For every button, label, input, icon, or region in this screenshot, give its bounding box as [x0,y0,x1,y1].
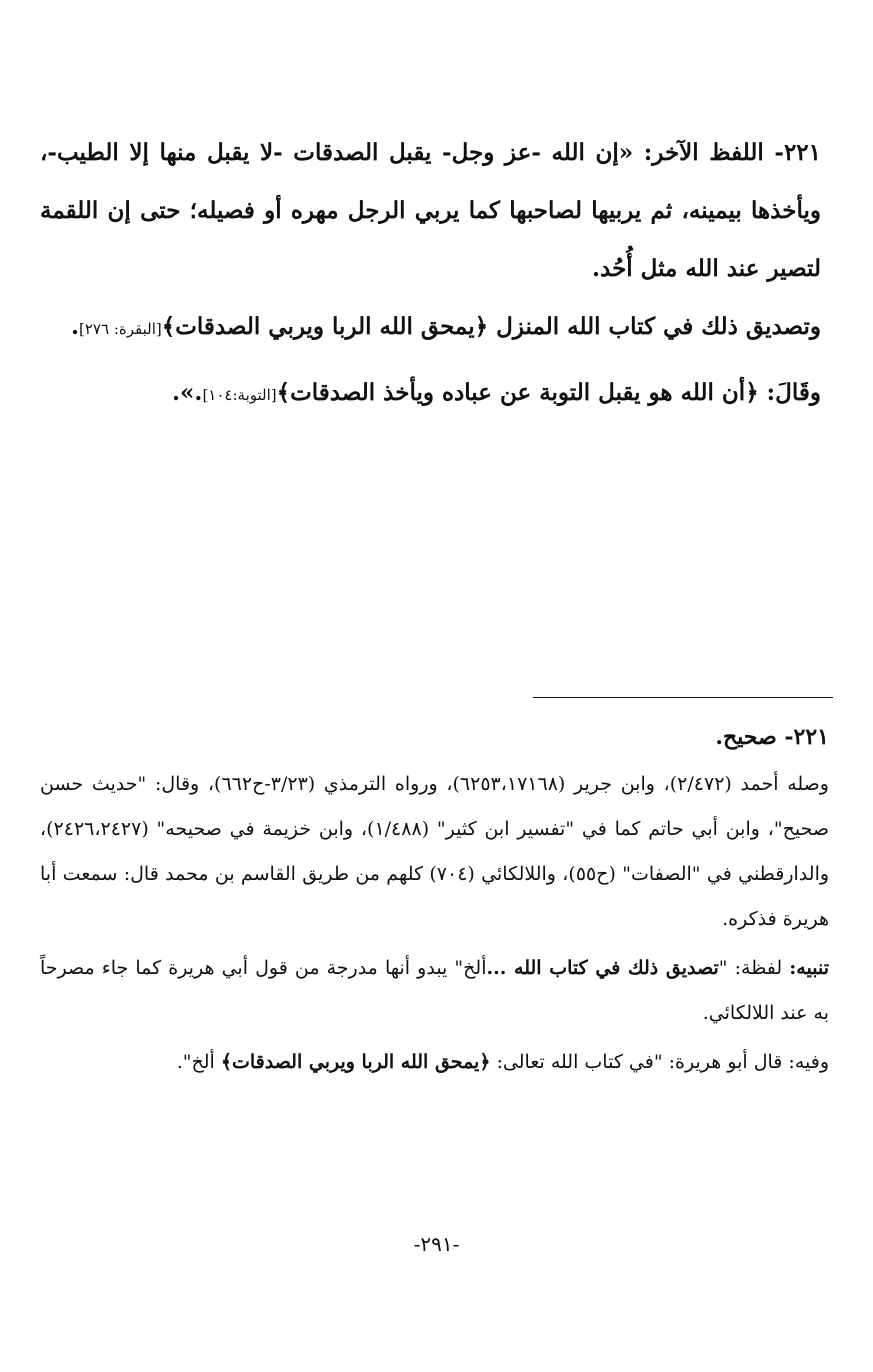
fn3-quran-quote: ﴿يمحق الله الربا ويربي الصدقات﴾ [220,1051,491,1073]
footnote-takhrij: وصله أحمد (٢/٤٧٢)، وابن جرير (٦٢٥٣،١٧١٦٨)، ورواه الترمذي (٣/٢٣-ح٦٦٢)، وقال: "حديث حسن صحيح"، وابن أبي حاتم كما في "تفسير ابن كثير" (١/٤٨٨)، وابن خزيمة في صحيحه" (٢٤٢٦،٢٤٢٧)، والدارقطني في "الصفات" (ح٥٥)، واللالكائي (٧٠٤) كلهم من طريق القاسم بن محمد قال: سمعت أبا هريرة فذكره. [40,773,830,930]
book-page [40,0,833,1372]
quran-reference-tawbah: [التوبة:١٠٤] [202,386,277,404]
footnote-divider [533,697,833,698]
footnotes [40,712,829,1085]
footnote-heading: ٢٢١- صحيح. [715,724,829,750]
page-number: -٢٩١- [413,1232,460,1256]
punctuation: .». [172,379,203,406]
hadith-text [40,124,821,424]
note-quote: تصديق ذلك في كتاب الله ... [486,957,719,979]
quran-citation-2-text: وقَالَ: ﴿أن الله هو يقبل التوبة عن عباده ويأخذ الصدقات﴾ [276,379,821,406]
footnote-note [40,946,829,1036]
quran-reference-baqarah: [البقرة: ٢٧٦] [79,320,162,338]
quran-citation-1 [40,298,821,358]
punctuation: . [71,313,80,340]
quran-citation-2 [40,364,821,424]
note-text-a: لفظة: " [718,957,790,979]
fn3-text-b: ألخ". [176,1051,221,1073]
quran-citation-1-text: وتصديق ذلك في كتاب الله المنزل ﴿يمحق الله الربا ويربي الصدقات﴾ [161,313,821,340]
note-label: تنبيه: [789,957,829,979]
hadith-paragraph: ٢٢١- اللفظ الآخر: «إن الله -عز وجل- يقبل الصدقات -لا يقبل منها إلا الطيب-، ويأخذها بيمينه، ثم يربيها لصاحبها كما يربي الرجل مهره أو فصيله؛ حتى إن اللقمة لتصير عند الله مثل أُحُد. [40,139,821,282]
note-text-b: ألخ" يبدو أنها مدرجة من قول أبي هريرة كما جاء مصرحاً به عند اللالكائي. [40,957,829,1024]
footnote-abu-hurayrah [40,1040,829,1085]
fn3-text-a: وفيه: قال أبو هريرة: "في كتاب الله تعالى: [490,1051,829,1073]
